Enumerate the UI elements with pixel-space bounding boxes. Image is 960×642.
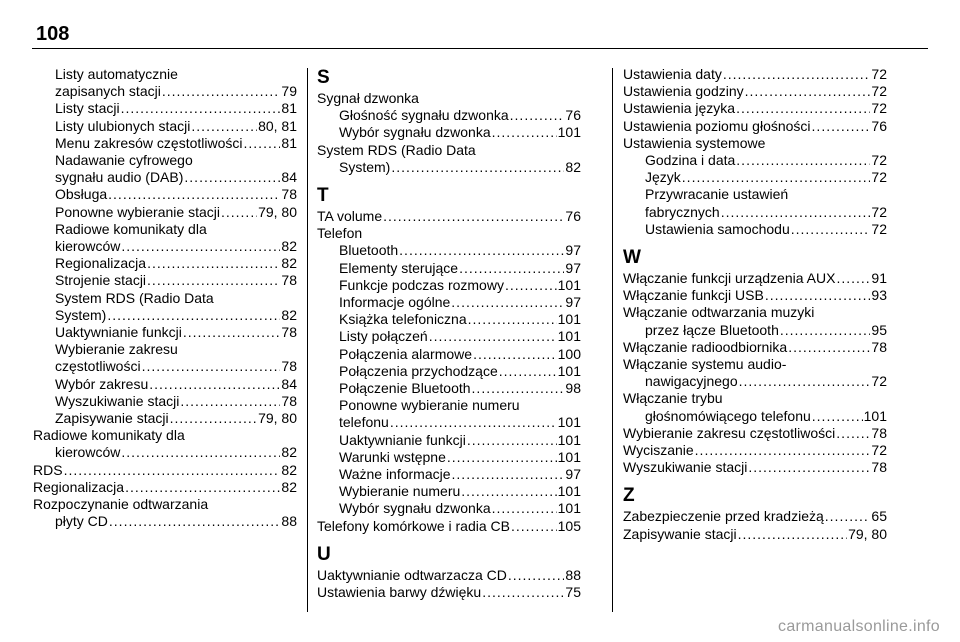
index-page-ref: 82: [281, 461, 297, 478]
dot-leader: [147, 255, 280, 272]
index-entry: [317, 208, 581, 225]
index-page-ref: 98: [565, 380, 581, 397]
index-page-ref: 78: [281, 272, 297, 289]
dot-leader: [221, 204, 257, 221]
index-page-ref: 101: [557, 448, 581, 465]
index-entry: [317, 518, 581, 535]
index-entry-text: Wybór sygnału dzwonka: [339, 500, 491, 517]
index-entry-text: telefonu: [339, 414, 389, 431]
index-page-ref: 78: [871, 338, 887, 355]
index-entry: [33, 358, 297, 375]
index-entry-text: Menu zakresów częstotliwości: [55, 134, 243, 151]
index-page-ref: 101: [863, 407, 887, 424]
index-page-ref: 101: [557, 311, 581, 328]
dot-leader: [390, 414, 557, 431]
index-page-ref: 101: [557, 500, 581, 517]
dot-leader: [399, 242, 564, 259]
index-entry-text: Połączenia przychodzące: [339, 362, 498, 379]
index-letter-heading: W: [623, 247, 641, 269]
index-entry-text: Listy połączeń: [339, 328, 428, 345]
index-entry: [33, 118, 297, 135]
index-entry: [317, 346, 581, 363]
index-entry-text: Zapisywanie stacji: [623, 525, 737, 542]
dot-leader: [108, 186, 280, 203]
index-entry-text: Warunki wstępne: [339, 448, 446, 465]
dot-leader: [511, 518, 557, 535]
index-entry-text: Połączenie Bluetooth: [339, 380, 471, 397]
index-entry-text: kierowców: [55, 238, 121, 255]
dot-leader: [736, 100, 870, 117]
index-entry-text: Ustawienia barwy dźwięku: [317, 584, 482, 601]
index-entry: [317, 124, 581, 141]
dot-leader: [180, 393, 280, 410]
dot-leader: [191, 118, 257, 135]
dot-leader: [736, 152, 870, 169]
index-entry-text: Ważne informacje: [339, 466, 451, 483]
dot-leader: [739, 373, 871, 390]
dot-leader: [825, 508, 871, 525]
index-page-ref: 78: [281, 324, 297, 341]
dot-leader: [64, 462, 281, 479]
dot-leader: [499, 363, 557, 380]
column-divider: [307, 68, 308, 612]
index-page-ref: 82: [565, 158, 581, 175]
dot-leader: [738, 526, 847, 543]
index-entry-text: Funkcje podczas rozmowy: [339, 276, 504, 293]
index-page-ref: 101: [557, 431, 581, 448]
index-entry-text: Elementy sterujące: [339, 259, 459, 276]
index-entry: [623, 373, 887, 390]
index-page-ref: 82: [281, 238, 297, 255]
dot-leader: [468, 311, 557, 328]
index-page-ref: 79: [281, 83, 297, 100]
dot-leader: [780, 322, 871, 339]
index-entry-text: częstotliwości: [55, 358, 141, 375]
index-entry-text: System): [55, 306, 107, 323]
index-page-ref: 101: [557, 483, 581, 500]
index-entry-text: Wyszukiwanie stacji: [623, 459, 748, 476]
index-entry-text: Połączenia alarmowe: [339, 345, 473, 362]
header-rule: [32, 48, 928, 49]
index-entry-text: Ustawienia daty: [623, 66, 722, 82]
index-entry: [33, 204, 297, 221]
index-column-2: [317, 66, 581, 601]
index-entry: [33, 479, 297, 496]
dot-leader: [121, 444, 280, 461]
index-entry: [623, 83, 887, 100]
index-entry-heading: Sygnał dzwonka: [317, 90, 419, 106]
index-page-ref: 88: [281, 513, 297, 530]
index-entry: [33, 513, 297, 530]
dot-leader: [452, 466, 565, 483]
dot-leader: [459, 260, 564, 277]
dot-leader: [508, 567, 565, 584]
dot-leader: [170, 410, 257, 427]
index-entry: [623, 100, 887, 117]
dot-leader: [788, 339, 870, 356]
index-entry-text: nawigacyjnego: [645, 373, 738, 390]
index-entry: [623, 152, 887, 169]
index-entry: [33, 324, 297, 341]
index-entry-heading: Radiowe komunikaty dla: [55, 220, 207, 237]
index-page-ref: 101: [557, 328, 581, 345]
index-entry-heading: Włączanie odtwarzania muzyki: [623, 304, 815, 321]
index-entry: [33, 255, 297, 272]
index-entry: [623, 204, 887, 221]
index-page-ref: 95: [871, 321, 887, 338]
index-page-ref: 65: [871, 508, 887, 525]
index-letter-heading: U: [317, 543, 331, 565]
index-entry-text: Książka telefoniczna: [339, 311, 467, 328]
dot-leader: [447, 449, 557, 466]
index-page-ref: 78: [281, 358, 297, 375]
index-entry-text: Godzina i data: [645, 152, 736, 169]
index-entry: [33, 238, 297, 255]
watermark: carmanualsonline.info: [778, 618, 940, 635]
index-letter-heading: S: [317, 67, 330, 88]
index-page-ref: 88: [565, 566, 581, 583]
index-page-ref: 79, 80: [848, 525, 887, 542]
index-entry: [33, 169, 297, 186]
index-page-ref: 72: [871, 220, 887, 237]
index-page-ref: 100: [557, 345, 581, 362]
dot-leader: [482, 584, 564, 601]
index-entry-heading: System RDS (Radio Data: [317, 141, 476, 158]
index-entry: [623, 526, 887, 543]
index-entry-text: Włączanie radioodbiornika: [623, 338, 788, 355]
index-page-ref: 78: [281, 392, 297, 409]
index-entry-text: Włączanie funkcji USB: [623, 287, 764, 304]
dot-leader: [429, 328, 557, 345]
index-entry: [623, 322, 887, 339]
index-entry-heading: Radiowe komunikaty dla: [33, 427, 185, 444]
index-entry-text: Uaktywnianie funkcji: [55, 324, 182, 341]
index-entry-text: Ponowne wybieranie stacji: [55, 203, 220, 220]
index-entry-text: Listy ulubionych stacji: [55, 117, 191, 134]
index-page-ref: 84: [281, 169, 297, 186]
index-entry-text: sygnału audio (DAB): [55, 169, 184, 186]
dot-leader: [121, 100, 281, 117]
index-entry: [317, 414, 581, 431]
dot-leader: [836, 425, 870, 442]
index-page-ref: 72: [871, 66, 887, 82]
index-entry: [623, 118, 887, 135]
index-entry: [317, 311, 581, 328]
index-page-ref: 76: [871, 117, 887, 134]
index-entry-text: Wyszukiwanie stacji: [55, 392, 180, 409]
index-entry: [623, 442, 887, 459]
dot-leader: [682, 169, 871, 186]
index-entry-text: Wybór zakresu: [55, 375, 149, 392]
dot-leader: [125, 479, 280, 496]
index-page-ref: 81: [281, 134, 297, 151]
index-entry: [623, 425, 887, 442]
index-entry: [317, 584, 581, 601]
dot-leader: [142, 358, 281, 375]
index-entry: [317, 500, 581, 517]
index-page-ref: 78: [281, 186, 297, 203]
index-entry: [33, 410, 297, 427]
index-entry: [317, 294, 581, 311]
dot-leader: [184, 169, 280, 186]
index-entry-text: płyty CD: [55, 513, 108, 530]
dot-leader: [467, 432, 557, 449]
index-page-ref: 76: [565, 107, 581, 124]
index-entry-text: Wybór sygnału dzwonka: [339, 124, 491, 141]
dot-leader: [472, 380, 565, 397]
index-entry-text: Regionalizacja: [33, 478, 125, 495]
index-entry-text: Wybieranie zakresu częstotliwości: [623, 424, 836, 441]
dot-leader: [451, 294, 564, 311]
index-page-ref: 97: [565, 259, 581, 276]
index-entry-text: Regionalizacja: [55, 255, 147, 272]
index-page-ref: 91: [871, 270, 887, 287]
dot-leader: [721, 204, 871, 221]
index-column-3: [623, 66, 887, 543]
dot-leader: [765, 287, 871, 304]
dot-leader: [107, 307, 280, 324]
index-entry-heading: System RDS (Radio Data: [55, 289, 214, 306]
index-entry-text: Informacje ogólne: [339, 294, 451, 311]
index-entry: [317, 483, 581, 500]
index-page-ref: 72: [871, 152, 887, 169]
index-page-ref: 82: [281, 478, 297, 495]
index-page-ref: 75: [565, 584, 581, 601]
index-entry: [623, 508, 887, 525]
index-entry-text: Głośność sygnału dzwonka: [339, 107, 509, 124]
index-entry-text: Uaktywnianie odtwarzacza CD: [317, 566, 507, 583]
index-entry-text: kierowców: [55, 444, 121, 461]
index-entry-text: Telefony komórkowe i radia CB: [317, 517, 510, 534]
page-number: 108: [36, 23, 70, 45]
index-entry-text: Uaktywnianie funkcji: [339, 431, 466, 448]
index-entry: [317, 328, 581, 345]
index-entry-text: zapisanych stacji: [55, 83, 161, 100]
dot-leader: [162, 83, 281, 100]
index-entry-text: Ustawienia samochodu: [645, 220, 790, 237]
dot-leader: [473, 346, 557, 363]
index-page-ref: 93: [871, 287, 887, 304]
index-entry: [317, 449, 581, 466]
index-entry-heading: Ustawienia systemowe: [623, 134, 766, 151]
index-page-ref: 101: [557, 124, 581, 141]
index-entry-heading: Ponowne wybieranie numeru: [339, 397, 520, 414]
index-entry-text: System): [339, 158, 391, 175]
index-entry-text: Strojenie stacji: [55, 272, 147, 289]
index-letter-heading: Z: [623, 485, 635, 507]
index-entry: [623, 270, 887, 287]
index-entry-heading: Rozpoczynanie odtwarzania: [33, 496, 209, 513]
index-entry: [33, 272, 297, 289]
dot-leader: [147, 272, 280, 289]
index-entry-text: RDS: [33, 461, 63, 478]
index-entry: [317, 380, 581, 397]
index-entry-heading: Nadawanie cyfrowego: [55, 152, 193, 169]
index-entry: [33, 135, 297, 152]
index-page-ref: 72: [871, 373, 887, 390]
index-entry-text: Wybieranie numeru: [339, 483, 461, 500]
index-entry: [623, 221, 887, 238]
index-page-ref: 105: [557, 517, 581, 534]
index-page-ref: 72: [871, 100, 887, 117]
index-entry: [623, 66, 887, 83]
dot-leader: [391, 159, 564, 176]
index-entry: [623, 169, 887, 186]
index-entry-text: Ustawienia języka: [623, 100, 736, 117]
index-entry-text: TA volume: [317, 208, 383, 225]
index-page-ref: 78: [871, 424, 887, 441]
dot-leader: [492, 124, 557, 141]
index-entry-text: przez łącze Bluetooth: [645, 321, 779, 338]
index-entry-text: Włączanie funkcji urządzenia AUX: [623, 270, 836, 287]
index-entry: [317, 260, 581, 277]
index-page-ref: 101: [557, 362, 581, 379]
index-page-ref: 79, 80: [258, 410, 297, 427]
dot-leader: [492, 500, 557, 517]
index-entry-heading: Włączanie systemu audio-: [623, 356, 787, 373]
index-page-ref: 78: [871, 459, 887, 476]
index-page-ref: 72: [871, 169, 887, 186]
index-page-ref: 97: [565, 466, 581, 483]
dot-leader: [510, 107, 565, 124]
index-page-ref: 97: [565, 242, 581, 259]
column-divider: [612, 68, 613, 612]
dot-leader: [723, 66, 871, 83]
dot-leader: [791, 221, 871, 238]
index-entry-text: Zabezpieczenie przed kradzieżą: [623, 508, 824, 525]
index-entry-heading: Wybieranie zakresu: [55, 341, 178, 358]
index-entry: [33, 100, 297, 117]
index-entry: [623, 287, 887, 304]
dot-leader: [812, 408, 863, 425]
index-entry: [317, 159, 581, 176]
index-page-ref: 72: [871, 442, 887, 459]
index-entry: [33, 186, 297, 203]
index-page-ref: 97: [565, 294, 581, 311]
index-letter-heading: T: [317, 185, 329, 207]
index-entry: [33, 376, 297, 393]
index-page-ref: 84: [281, 375, 297, 392]
index-entry: [623, 339, 887, 356]
index-page-ref: 79, 80: [258, 203, 297, 220]
dot-leader: [812, 118, 871, 135]
index-entry-text: Ustawienia godziny: [623, 83, 744, 100]
dot-leader: [121, 238, 280, 255]
index-page-ref: 81: [281, 100, 297, 117]
index-page-ref: 76: [565, 208, 581, 225]
index-entry: [623, 408, 887, 425]
index-entry: [33, 444, 297, 461]
index-entry-text: Listy stacji: [55, 100, 120, 117]
dot-leader: [695, 442, 871, 459]
index-entry: [317, 363, 581, 380]
dot-leader: [109, 513, 281, 530]
dot-leader: [505, 277, 557, 294]
index-entry: [33, 307, 297, 324]
index-column-1: [33, 66, 297, 530]
index-entry-text: Zapisywanie stacji: [55, 410, 169, 427]
dot-leader: [183, 324, 281, 341]
dot-leader: [244, 135, 281, 152]
index-page-ref: 101: [557, 414, 581, 431]
index-entry: [33, 83, 297, 100]
index-page-ref: 82: [281, 255, 297, 272]
dot-leader: [461, 483, 556, 500]
dot-leader: [836, 270, 870, 287]
dot-leader: [745, 83, 871, 100]
index-page-ref: 101: [557, 276, 581, 293]
index-entry-heading: Listy automatycznie: [55, 66, 178, 82]
index-entry: [317, 107, 581, 124]
dot-leader: [748, 459, 870, 476]
index-page-ref: 72: [871, 83, 887, 100]
index-entry: [623, 459, 887, 476]
index-entry-heading: Włączanie trybu: [623, 390, 723, 407]
index-entry: [317, 466, 581, 483]
index-entry: [33, 393, 297, 410]
index-page-ref: 82: [281, 444, 297, 461]
index-page-ref: 72: [871, 203, 887, 220]
index-page-ref: 82: [281, 306, 297, 323]
index-entry-text: Język: [645, 169, 681, 186]
index-entry-text: Wyciszanie: [623, 442, 694, 459]
index-entry-heading: Przywracanie ustawień: [645, 186, 789, 203]
index-page-ref: 80, 81: [258, 117, 297, 134]
index-entry: [33, 462, 297, 479]
index-entry-heading: Telefon: [317, 225, 363, 242]
index-entry-text: Bluetooth: [339, 242, 399, 259]
index-entry: [317, 277, 581, 294]
index-entry-text: Obsługa: [55, 186, 108, 203]
index-entry-text: głośnomówiącego telefonu: [645, 407, 811, 424]
dot-leader: [383, 208, 564, 225]
index-entry: [317, 567, 581, 584]
index-entry-text: Ustawienia poziomu głośności: [623, 117, 811, 134]
index-entry: [317, 432, 581, 449]
index-entry-text: fabrycznych: [645, 203, 720, 220]
dot-leader: [149, 376, 280, 393]
index-entry: [317, 242, 581, 259]
